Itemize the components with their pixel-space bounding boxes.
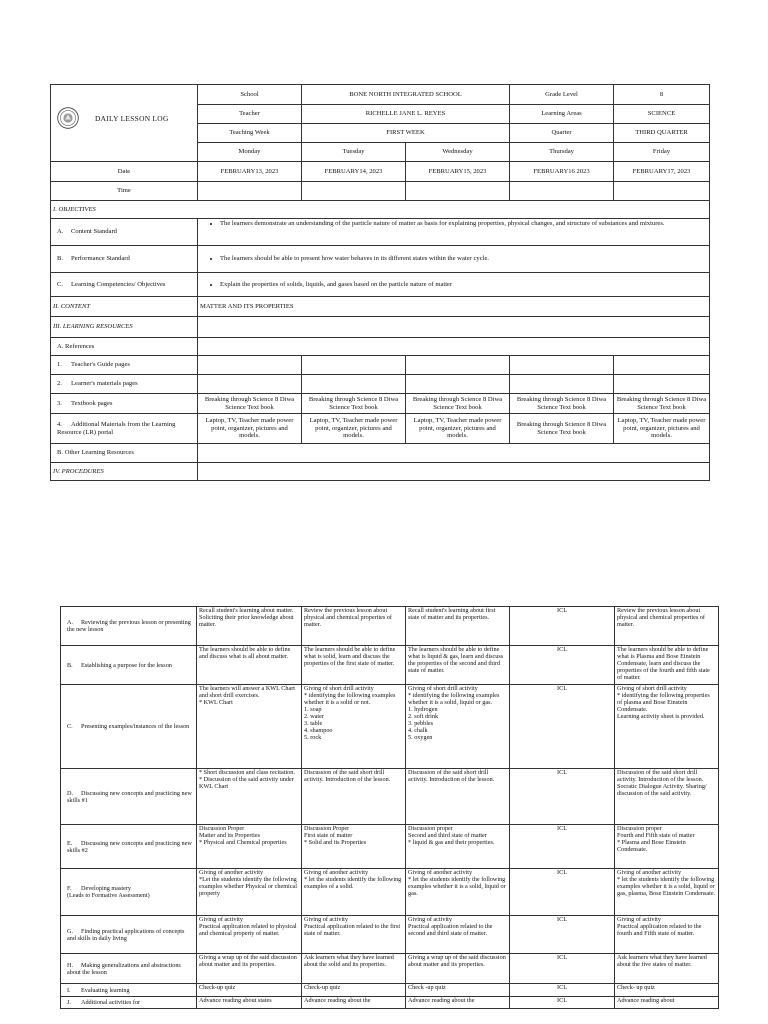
procedure-text: Discussing new concepts and practicing new skills #2 [67, 839, 192, 854]
performance-standard-value [198, 246, 710, 273]
procedure-num: E. [67, 839, 73, 847]
procedure-row [61, 646, 719, 685]
procedure-text: Discussing new concepts and practicing new skills #1 [67, 789, 192, 804]
procedure-cell-thursday: ICL [510, 984, 615, 997]
textbook-thursday: Breaking through Science 8 Diwa Science Text book [510, 394, 614, 414]
procedure-row [61, 984, 719, 997]
textbook-text: Textbook pages [71, 399, 113, 407]
school-label: School [198, 85, 302, 105]
procedures-table [60, 606, 719, 1009]
procedure-cell-monday: Giving of another activity *Let the students identify the following examples whether Physical or chemical property [197, 869, 302, 916]
procedure-text: Reviewing the previous lesson or presenting the new lesson [67, 619, 191, 633]
procedure-label [61, 954, 197, 984]
procedure-cell-monday: Giving a wrap up of the said discussion about matter and its properties. [197, 954, 302, 984]
procedure-cell-wednesday: Discussion proper Second and third state of matter * liquid & gas and their properties. [406, 825, 510, 869]
date-tuesday: FEBRUARY14, 2023 [302, 162, 406, 182]
date-label: Date [51, 162, 198, 182]
content-standard-label [51, 219, 198, 246]
procedure-cell-tuesday: Advance reading about the [302, 997, 406, 1009]
textbook-friday: Breaking through Science 8 Diwa Science Text book [614, 394, 710, 414]
procedure-row [61, 607, 719, 646]
procedure-cell-friday: Discussion proper Fourth and Fifth state of matter * Plasma and Bose Einstein Condensate. [615, 825, 719, 869]
school-value: BONE NORTH INTEGRATED SCHOOL [302, 85, 510, 105]
day-thursday: Thursday [510, 143, 614, 162]
date-friday: FEBRUARY17, 2023 [614, 162, 710, 182]
tg-monday [198, 356, 302, 375]
procedure-cell-wednesday: Discussion of the said short drill activity. Introduction of the lesson. [406, 769, 510, 825]
procedures-heading-blank [198, 463, 710, 481]
procedure-text: Developing mastery (Leads to Formative Assessment) [67, 885, 150, 899]
procedure-cell-tuesday: Discussion of the said short drill activity. Introduction of the lesson. [302, 769, 406, 825]
procedure-label [61, 825, 197, 869]
procedure-cell-friday: Giving of another activity * let the students identify the following examples whether it is a solid, liquid or gas, plasma, Bose Einstein Condensate. [615, 869, 719, 916]
procedure-num: A. [67, 619, 74, 626]
procedure-row [61, 916, 719, 954]
time-tuesday [302, 182, 406, 201]
procedure-num: B. [67, 661, 73, 669]
procedure-text: Evaluating learning [81, 986, 130, 994]
learners-materials-text: Learner's materials pages [71, 380, 138, 388]
teacher-value: RICHELLE JANE L. REYES [302, 105, 510, 124]
other-resources-blank [198, 444, 710, 463]
procedure-cell-tuesday: Check-up quiz [302, 984, 406, 997]
procedure-text: Finding practical applications of concepts and skills in daily living [67, 927, 185, 942]
procedure-cell-wednesday: Advance reading about the [406, 997, 510, 1009]
procedure-cell-friday: Advance reading about [615, 997, 719, 1009]
procedure-cell-wednesday: Giving of activity Practical application related to the second and third state of matter. [406, 916, 510, 954]
procedures-body [61, 607, 719, 1009]
procedure-cell-monday: Discussion Proper Matter and its Properties * Physical and Chemical properties [197, 825, 302, 869]
procedure-cell-thursday: ICL [510, 685, 615, 769]
procedure-cell-tuesday: Giving of short drill activity * identifying the following examples whether it is a solid or not. 1. soap 2. water 3. table 4. shampoo 5. rock [302, 685, 406, 769]
procedure-cell-monday: The learners will answer a KWL Chart and short drill exercises. * KWL Chart [197, 685, 302, 769]
additional-materials-label [51, 414, 198, 444]
procedure-cell-thursday: ICL [510, 869, 615, 916]
procedure-label [61, 869, 197, 916]
performance-standard-num: B. [57, 255, 64, 263]
procedure-cell-monday: Giving of activity Practical application related to physical and chemical property of matter. [197, 916, 302, 954]
week-label: Teaching Week [198, 124, 302, 143]
procedure-cell-thursday: ICL [510, 916, 615, 954]
area-value: SCIENCE [614, 105, 710, 124]
procedure-label [61, 769, 197, 825]
procedure-text: Presenting examples/instances of the lesson [81, 723, 190, 730]
content-standard-value [198, 219, 710, 246]
time-wednesday [406, 182, 510, 201]
performance-standard-text: Performance Standard [71, 255, 130, 263]
procedure-row [61, 954, 719, 984]
logo-title-cell [51, 85, 198, 162]
performance-standard-item: • The learners should be able to present how water behaves in its different states within the water cycle. [220, 255, 707, 263]
day-monday: Monday [198, 143, 302, 162]
resources-heading-blank [198, 317, 710, 338]
procedure-cell-friday: Discussion of the said short drill activity. Introduction of the lesson. Socratic Dialogue Activity. Sharing/ discussion of the said activity. [615, 769, 719, 825]
procedures-heading: IV. PROCEDURES [51, 463, 198, 481]
textbook-tuesday: Breaking through Science 8 Diwa Science Text book [302, 394, 406, 414]
date-monday: FEBRUARY13, 2023 [198, 162, 302, 182]
procedure-num: F. [67, 885, 72, 892]
procedure-label [61, 685, 197, 769]
procedure-label [61, 607, 197, 646]
competencies-num: C. [57, 280, 64, 288]
procedure-cell-thursday: ICL [510, 997, 615, 1009]
references-blank [198, 338, 710, 356]
date-wednesday: FEBRUARY15, 2023 [406, 162, 510, 182]
procedure-cell-wednesday: Recall student's learning about first state of matter and its properties. [406, 607, 510, 646]
content-standard-item: • The learners demonstrate an understanding of the particle nature of matter as basis for explaining properties, physical changes, and structure of substances and mixtures. [220, 220, 707, 228]
learners-materials-num: 2. [57, 380, 62, 388]
textbook-num: 3. [57, 399, 62, 407]
procedure-label [61, 984, 197, 997]
procedure-num: J. [67, 999, 71, 1006]
grade-label: Grade Level [510, 85, 614, 105]
procedure-text: Additional activities for [81, 999, 141, 1006]
lesson-log-header-table [50, 84, 710, 481]
lm-friday [614, 375, 710, 394]
procedure-cell-friday: Review the previous lesson about physical and chemical properties of matter. [615, 607, 719, 646]
procedure-cell-friday: Ask learners what they have learned about the five states of matter. [615, 954, 719, 984]
procedure-row [61, 685, 719, 769]
learners-materials-label [51, 375, 198, 394]
procedure-cell-thursday: ICL [510, 769, 615, 825]
procedure-label [61, 997, 197, 1009]
other-resources-label: B. Other Learning Resources [51, 444, 198, 463]
procedure-cell-tuesday: Giving of another activity * let the students identify the following examples of a solid. [302, 869, 406, 916]
content-standard-text: Content Standard [71, 228, 117, 236]
procedure-cell-wednesday: Check -up quiz [406, 984, 510, 997]
procedure-cell-thursday: ICL [510, 607, 615, 646]
quarter-label: Quarter [510, 124, 614, 143]
procedure-text: Making generalizations and abstractions about the lesson [67, 961, 181, 976]
time-label: Time [51, 182, 198, 201]
content-heading: II. CONTENT [51, 297, 198, 317]
procedure-cell-friday: Giving of activity Practical application related to the fourth and Fifth state of matter. [615, 916, 719, 954]
lm-tuesday [302, 375, 406, 394]
teachers-guide-label [51, 356, 198, 375]
content-standard-num: A. [57, 228, 64, 236]
document-title: DAILY LESSON LOG [95, 114, 169, 123]
tg-wednesday [406, 356, 510, 375]
date-thursday: FEBRUARY16 2023 [510, 162, 614, 182]
teachers-guide-num: 1. [57, 361, 62, 369]
competencies-text: Learning Competencies/ Objectives [71, 280, 166, 288]
procedure-cell-wednesday: Giving of another activity * let the students identify the following examples whether it is a solid, liquid or gas. [406, 869, 510, 916]
grade-value: 8 [614, 85, 710, 105]
week-value: FIRST WEEK [302, 124, 510, 143]
additional-materials-num: 4. [57, 420, 62, 428]
tg-thursday [510, 356, 614, 375]
procedure-num: C. [67, 723, 73, 730]
procedure-cell-wednesday: Giving a wrap up of the said discussion about matter and its properties. [406, 954, 510, 984]
procedure-row [61, 769, 719, 825]
time-monday [198, 182, 302, 201]
procedure-row [61, 825, 719, 869]
materials-wednesday: Laptop, TV, Teacher made power point, organizer, pictures and models. [406, 414, 510, 444]
procedure-cell-thursday: ICL [510, 954, 615, 984]
content-value: MATTER AND ITS PROPERTIES [198, 297, 710, 317]
procedure-cell-monday: The learners should be able to define and discuss what is all about matter. [197, 646, 302, 685]
procedure-num: H. [67, 961, 74, 969]
procedure-cell-thursday: ICL [510, 825, 615, 869]
procedure-num: G. [67, 927, 74, 935]
procedure-cell-friday: Check- up quiz [615, 984, 719, 997]
tg-tuesday [302, 356, 406, 375]
procedure-cell-tuesday: Giving of activity Practical application related to the first state of matter. [302, 916, 406, 954]
procedure-row [61, 869, 719, 916]
textbook-monday: Breaking through Science 8 Diwa Science Text book [198, 394, 302, 414]
materials-tuesday: Laptop, TV, Teacher made power point, organizer, pictures and models. [302, 414, 406, 444]
objectives-heading: I. OBJECTIVES [51, 201, 710, 219]
day-friday: Friday [614, 143, 710, 162]
additional-materials-text: Additional Materials from the Learning Resource (LR) portal [57, 420, 176, 436]
competencies-item: • Explain the properties of solids, liquids, and gases based on the particle nature of matter [220, 281, 707, 289]
procedure-row [61, 997, 719, 1009]
lm-wednesday [406, 375, 510, 394]
performance-standard-label [51, 246, 198, 273]
materials-monday: Laptop, TV, Teacher made power point, organizer, pictures and models. [198, 414, 302, 444]
procedure-cell-monday: Advance reading about states [197, 997, 302, 1009]
materials-friday: Laptop, TV, Teacher made power point, organizer, pictures and models. [614, 414, 710, 444]
procedure-text: Establishing a purpose for the lesson [81, 661, 172, 669]
lm-thursday [510, 375, 614, 394]
teacher-label: Teacher [198, 105, 302, 124]
time-friday [614, 182, 710, 201]
materials-thursday: Breaking through Science 8 Diwa Science Text book [510, 414, 614, 444]
time-thursday [510, 182, 614, 201]
procedure-cell-thursday: ICL [510, 646, 615, 685]
procedure-cell-friday: Giving of short drill activity * identifying the following properties of plasma and Bose Einstein Condensate. Learning activity sheet is provided. [615, 685, 719, 769]
procedure-cell-tuesday: Discussion Proper First state of matter * Solid and its Properties [302, 825, 406, 869]
procedure-label [61, 646, 197, 685]
procedure-cell-tuesday: The learners should be able to define what is solid, learn and discuss the properties of the first state of matter. [302, 646, 406, 685]
textbook-label [51, 394, 198, 414]
procedure-num: D. [67, 789, 74, 797]
teachers-guide-text: Teacher's Guide pages [71, 361, 130, 369]
competencies-value [198, 273, 710, 297]
deped-seal-icon [57, 107, 79, 129]
references-label: A. References [51, 338, 198, 356]
competencies-label [51, 273, 198, 297]
procedure-cell-tuesday: Review the previous lesson about physical and chemical properties of matter. [302, 607, 406, 646]
day-tuesday: Tuesday [302, 143, 406, 162]
resources-heading: III. LEARNING RESOURCES [51, 317, 198, 338]
procedure-cell-monday: Check-up quiz [197, 984, 302, 997]
procedure-cell-friday: The learners should be able to define what is Plasma and Bose Einstein Condensate, learn and discuss the properties of the fourth and fifth state of matter. [615, 646, 719, 685]
quarter-value: THIRD QUARTER [614, 124, 710, 143]
procedure-cell-wednesday: Giving of short drill activity * identifying the following examples whether it is a solid, liquid or gas. 1. hydrogen 2. soft drink 3. pebbles 4. chalk 5. oxygen [406, 685, 510, 769]
textbook-wednesday: Breaking through Science 8 Diwa Science Text book [406, 394, 510, 414]
procedure-cell-wednesday: The learners should be able to define what is liquid & gas, learn and discuss the properties of the second and third state of matter. [406, 646, 510, 685]
lm-monday [198, 375, 302, 394]
procedure-num: I. [67, 986, 71, 994]
procedure-label [61, 916, 197, 954]
area-label: Learning Areas [510, 105, 614, 124]
day-wednesday: Wednesday [406, 143, 510, 162]
procedure-cell-monday: Recall student's learning about matter. Soliciting their prior knowledge about matter. [197, 607, 302, 646]
procedure-cell-monday: * Short discussion and class recitation. * Discussion of the said activity under KWL Chart [197, 769, 302, 825]
procedure-cell-tuesday: Ask learners what they have learned about the solid and its properties. [302, 954, 406, 984]
tg-friday [614, 356, 710, 375]
